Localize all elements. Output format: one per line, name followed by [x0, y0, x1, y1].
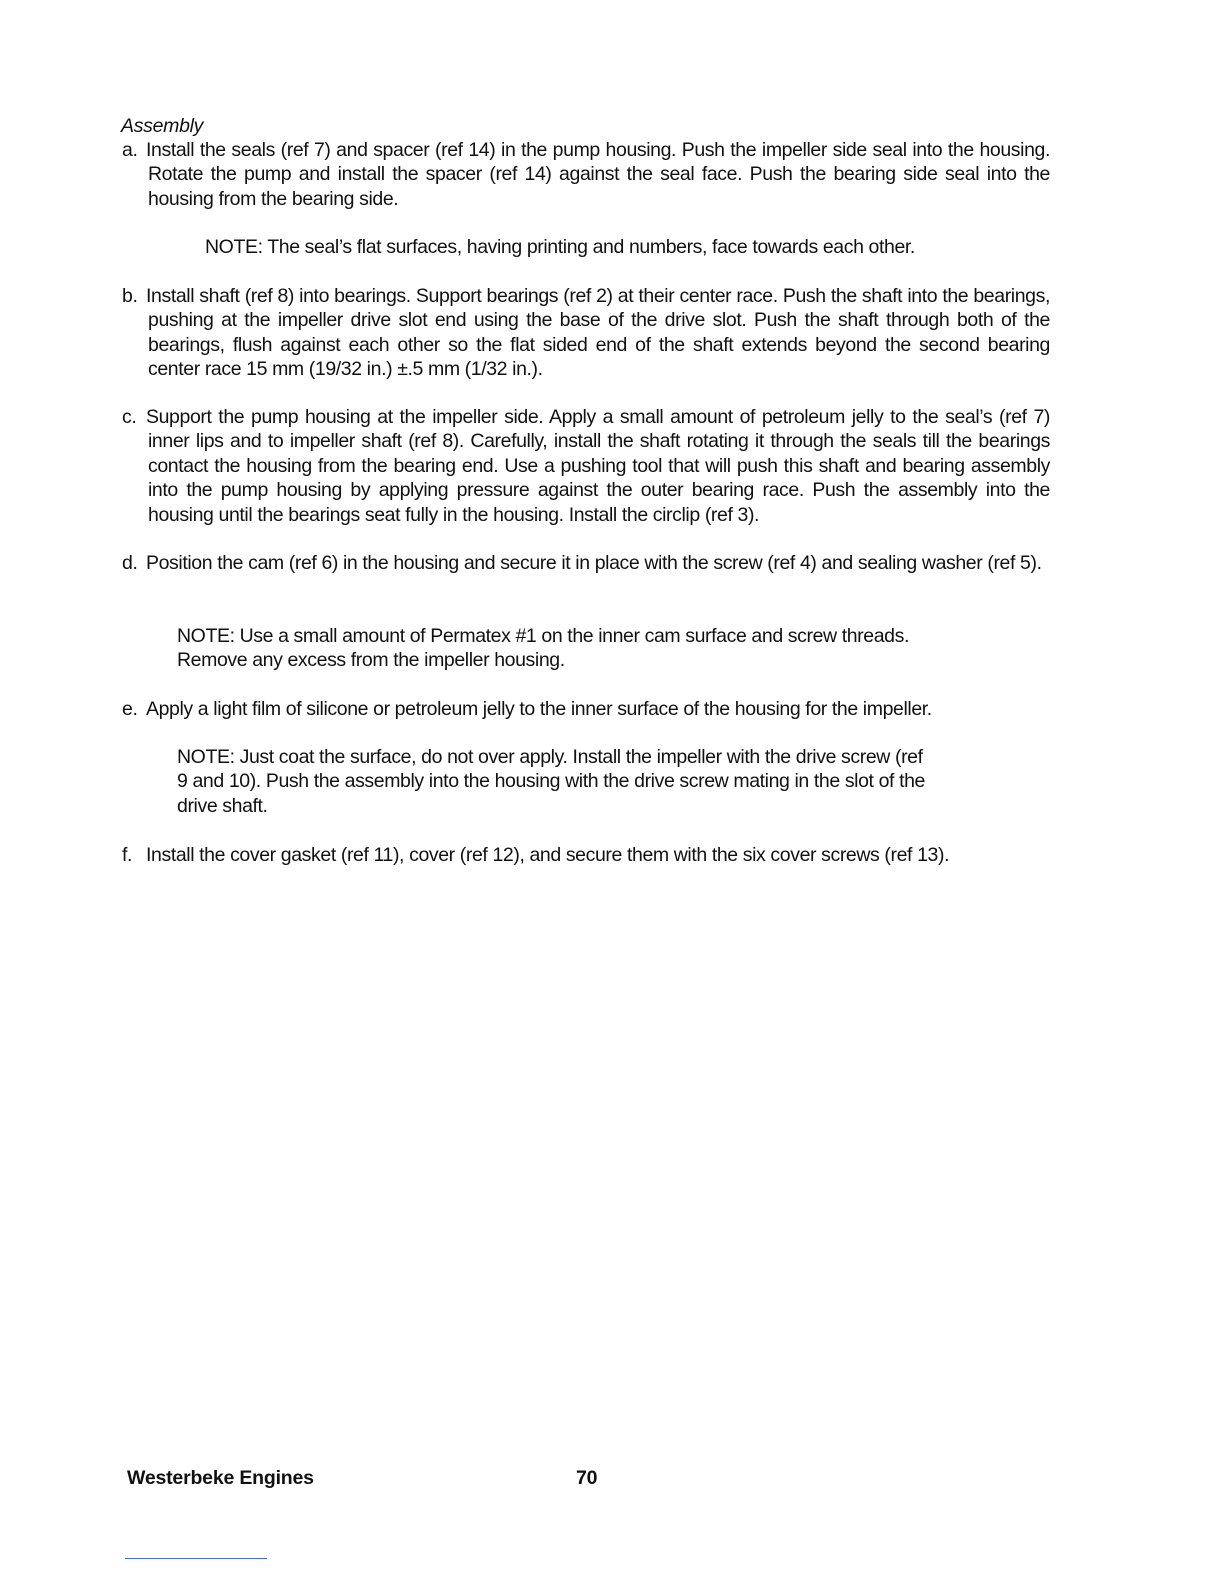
step-b — [122, 284, 1050, 382]
step-label: b. — [122, 285, 138, 307]
step-label: a. — [122, 139, 138, 161]
step-a — [122, 138, 1050, 211]
step-d — [122, 551, 1050, 575]
step-text: Install shaft (ref 8) into bearings. Support bearings (ref 2) at their center race. Push the shaft into the bearings, pushing at the impeller drive slot end using the base of the drive slot. Push the shaft through both of the bearings, flush against each other so the flat sided end of the shaft extends beyond the second bearing center race 15 mm (19/32 in.) ±.5 mm (1/32 in.). — [146, 285, 1050, 381]
note-impeller-line1: NOTE: Just coat the surface, do not over apply. Install the impeller with the drive screw (ref — [177, 746, 923, 768]
step-text: Install the cover gasket (ref 11), cover (ref 12), and secure them with the six cover screws (ref 13). — [146, 844, 950, 866]
note-impeller-line3: drive shaft. — [177, 795, 268, 817]
step-text: Support the pump housing at the impeller side. Apply a small amount of petroleum jelly to the seal’s (ref 7) inner lips and to impeller shaft (ref 8). Carefully, install the shaft rotating it through the seals till the bearings contact the housing from the bearing end. Use a pushing tool that will push this shaft and bearing assembly into the pump housing by applying pressure against the outer bearing race. Push the assembly into the housing until the bearings seat fully in the housing. Install the circlip (ref 3). — [146, 406, 1050, 526]
step-text: Apply a light film of silicone or petroleum jelly to the inner surface of the housing for the impeller. — [146, 698, 932, 720]
note-permatex-line2: Remove any excess from the impeller housing. — [177, 649, 565, 671]
step-label: c. — [122, 406, 137, 428]
note-permatex-line1: NOTE: Use a small amount of Permatex #1 on the inner cam surface and screw threads. — [177, 625, 909, 647]
step-text: Install the seals (ref 7) and spacer (ref 14) in the pump housing. Push the impeller side seal into the housing. Rotate the pump and install the spacer (ref 14) against the seal face. Push the bearing side seal into the housing from the bearing side. — [146, 139, 1050, 210]
note-impeller-line2: 9 and 10). Push the assembly into the housing with the drive screw mating in the slot of the — [177, 770, 925, 792]
section-heading: Assembly — [121, 115, 204, 137]
step-e — [122, 697, 1050, 721]
step-label: d. — [122, 552, 138, 574]
note-seal-surfaces: NOTE: The seal’s flat surfaces, having printing and numbers, face towards each other. — [205, 236, 915, 258]
step-c — [122, 405, 1050, 527]
step-label: e. — [122, 698, 138, 720]
step-f — [122, 843, 1050, 867]
page-number: 70 — [576, 1467, 598, 1489]
step-text: Position the cam (ref 6) in the housing and secure it in place with the screw (ref 4) and sealing washer (ref 5). — [146, 552, 1042, 574]
step-label: f. — [122, 844, 133, 866]
footer-brand: Westerbeke Engines — [127, 1467, 314, 1489]
bottom-rule — [125, 1558, 267, 1559]
